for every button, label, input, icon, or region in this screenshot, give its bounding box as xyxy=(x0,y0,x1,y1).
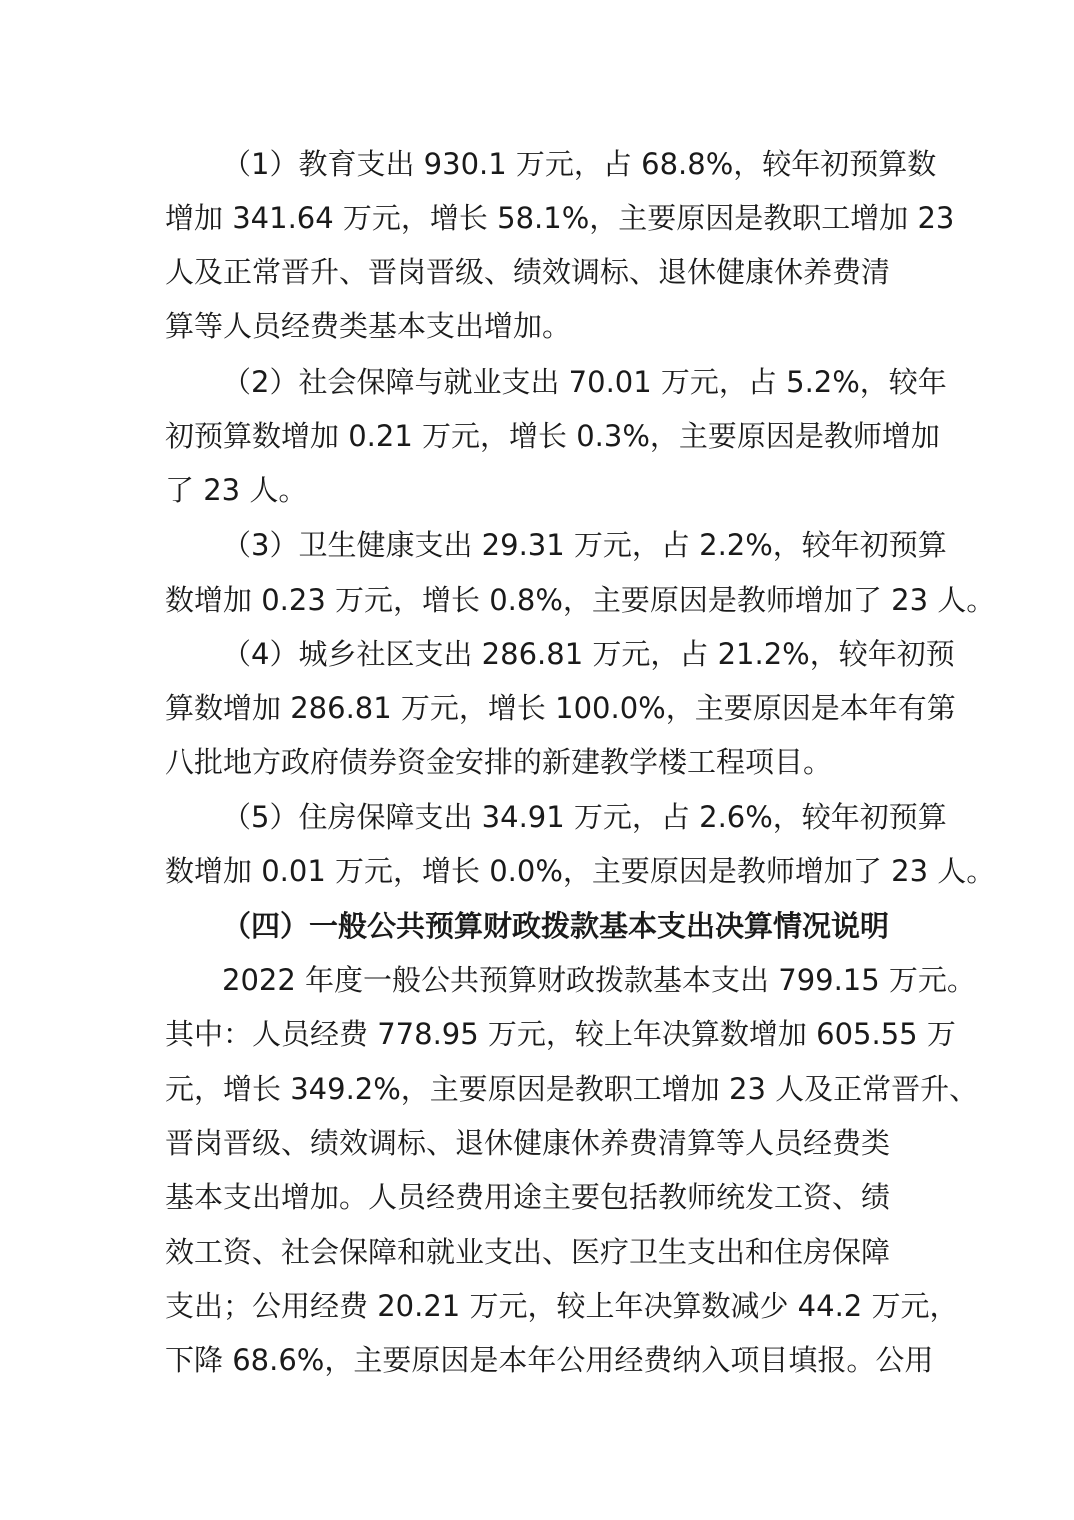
paragraph-1-line-1: （1）教育支出 930.1 万元，占 68.8%，较年初预算数 xyxy=(222,147,937,181)
paragraph-6-line-6: 效工资、社会保障和就业支出、医疗卫生支出和住房保障 xyxy=(165,1235,891,1269)
paragraph-6-line-3: 元，增长 349.2%，主要原因是教职工增加 23 人及正常晋升、 xyxy=(165,1072,979,1106)
paragraph-6-line-2: 其中：人员经费 778.95 万元，较上年决算数增加 605.55 万 xyxy=(165,1017,956,1051)
paragraph-1-line-2: 增加 341.64 万元，增长 58.1%，主要原因是教职工增加 23 xyxy=(165,201,955,235)
paragraph-5-line-1: （5）住房保障支出 34.91 万元，占 2.6%，较年初预算 xyxy=(222,800,947,834)
paragraph-4-line-1: （4）城乡社区支出 286.81 万元，占 21.2%，较年初预 xyxy=(222,637,955,671)
section-heading: （四）一般公共预算财政拨款基本支出决算情况说明 xyxy=(222,909,890,943)
paragraph-6-line-8: 下降 68.6%，主要原因是本年公用经费纳入项目填报。公用 xyxy=(165,1343,934,1377)
paragraph-2-line-2: 初预算数增加 0.21 万元，增长 0.3%，主要原因是教师增加 xyxy=(165,419,940,453)
paragraph-6-line-4: 晋岗晋级、绩效调标、退休健康休养费清算等人员经费类 xyxy=(165,1126,891,1160)
paragraph-4-line-2: 算数增加 286.81 万元，增长 100.0%，主要原因是本年有第 xyxy=(165,691,956,725)
paragraph-6-line-5: 基本支出增加。人员经费用途主要包括教师统发工资、绩 xyxy=(165,1180,891,1214)
paragraph-2-line-1: （2）社会保障与就业支出 70.01 万元，占 5.2%，较年 xyxy=(222,365,947,399)
paragraph-1-line-3: 人及正常晋升、晋岗晋级、绩效调标、退休健康休养费清 xyxy=(165,255,891,289)
paragraph-5-line-2: 数增加 0.01 万元，增长 0.0%，主要原因是教师增加了 23 人。 xyxy=(165,854,996,888)
paragraph-6-line-1: 2022 年度一般公共预算财政拨款基本支出 799.15 万元。 xyxy=(222,963,976,997)
paragraph-4-line-3: 八批地方政府债券资金安排的新建教学楼工程项目。 xyxy=(165,745,833,779)
paragraph-2-line-3: 了 23 人。 xyxy=(165,473,308,507)
paragraph-3-line-2: 数增加 0.23 万元，增长 0.8%，主要原因是教师增加了 23 人。 xyxy=(165,583,996,617)
paragraph-1-line-4: 算等人员经费类基本支出增加。 xyxy=(165,309,572,343)
paragraph-3-line-1: （3）卫生健康支出 29.31 万元，占 2.2%，较年初预算 xyxy=(222,528,947,562)
paragraph-6-line-7: 支出；公用经费 20.21 万元，较上年决算数减少 44.2 万元， xyxy=(165,1289,959,1323)
